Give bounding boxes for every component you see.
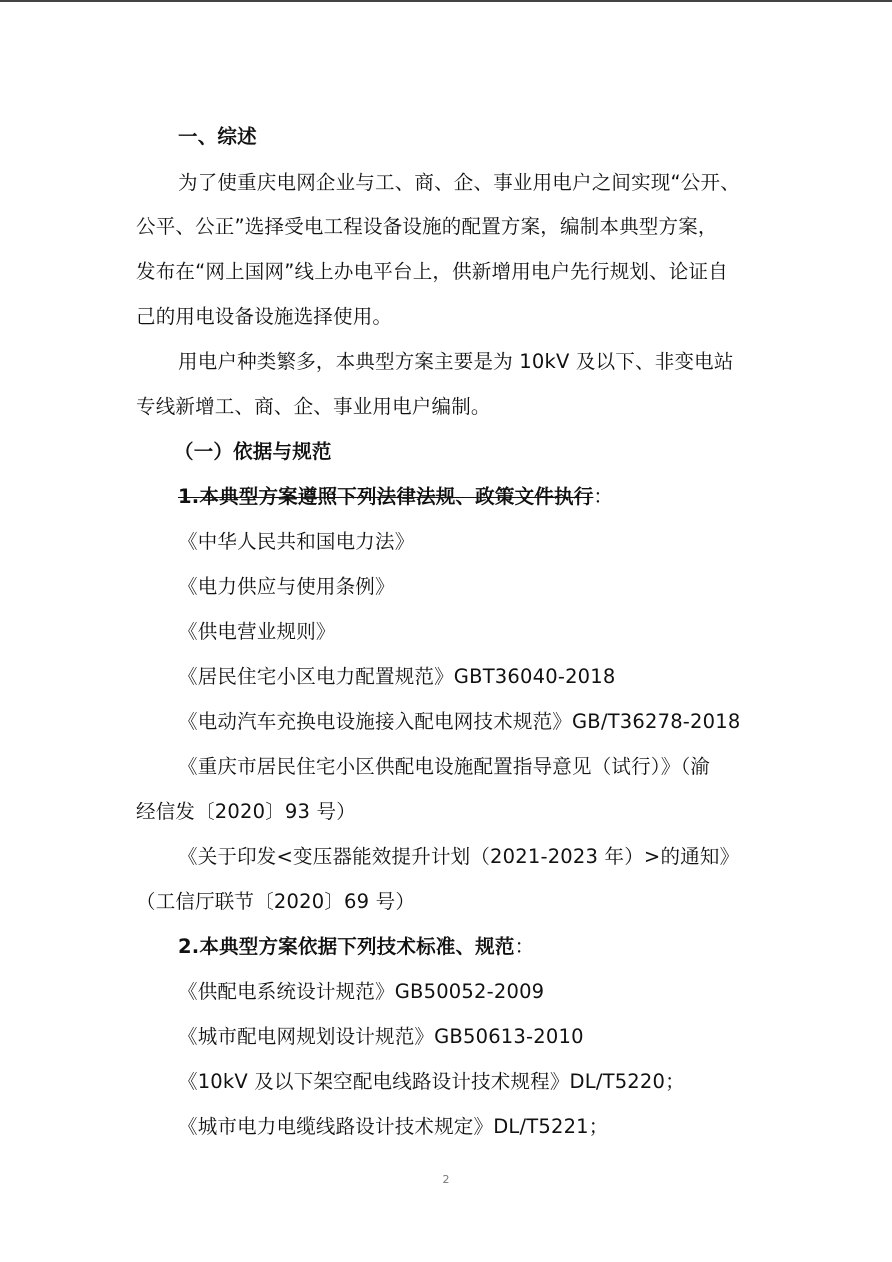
law-list-heading [178, 485, 808, 509]
page-number: 2 [442, 1173, 450, 1186]
standard-item: 《供配电系统设计规范》GB50052-2009 [178, 980, 545, 1003]
standards-list-heading-text: 2.本典型方案依据下列技术标准、规范 [178, 935, 515, 958]
standard-item: 《城市电力电缆线路设计技术规定》DL/T5221； [178, 1115, 609, 1138]
intro-paragraph-1-line-1: 为了使重庆电网企业与工、商、企、事业用电户之间实现“公开、 [178, 171, 740, 194]
standard-item: 《城市配电网规划设计规范》GB50613-2010 [178, 1025, 584, 1048]
law-item-continuation: （工信厅联节〔2020〕69 号） [136, 890, 416, 913]
law-item: 《中华人民共和国电力法》 [178, 530, 415, 553]
law-item-continuation: 经信发〔2020〕93 号） [136, 800, 356, 823]
section-heading-overview: 一、综述 [178, 125, 257, 148]
top-border-line [0, 0, 892, 2]
intro-paragraph-1-line-3: 发布在“网上国网”线上办电平台上，供新增用电户先行规划、论证自 [136, 260, 728, 283]
intro-paragraph-2-line-1: 用电户种类繁多，本典型方案主要是为 10kV 及以下、非变电站 [178, 350, 734, 373]
law-item: 《居民住宅小区电力配置规范》GBT36040-2018 [178, 665, 616, 688]
law-item: 《关于印发<变压器能效提升计划（2021-2023 年）>的通知》 [178, 845, 740, 868]
law-list-heading-colon: ： [593, 485, 614, 508]
law-item: 《供电营业规则》 [178, 620, 336, 643]
law-item: 《电动汽车充换电设施接入配电网技术规范》GB/T36278-2018 [178, 710, 741, 733]
intro-paragraph-2-line-2: 专线新增工、商、企、事业用电户编制。 [136, 395, 491, 418]
law-list-heading-text: 1.本典型方案遵照下列法律法规、政策文件执行 [178, 485, 594, 508]
intro-paragraph-1-line-2: 公平、公正”选择受电工程设备设施的配置方案，编制本典型方案， [136, 215, 718, 238]
standards-list-heading [178, 935, 808, 959]
law-item: 《重庆市居民住宅小区供配电设施配置指导意见（试行）》（渝 [178, 755, 711, 778]
intro-paragraph-1-line-4: 己的用电设备设施选择使用。 [136, 305, 393, 328]
law-item: 《电力供应与使用条例》 [178, 575, 395, 598]
standard-item: 《10kV 及以下架空配电线路设计技术规程》DL/T5220； [178, 1070, 685, 1093]
standards-list-heading-colon: ： [514, 935, 535, 958]
subsection-title-basis: （一）依据与规范 [174, 440, 332, 463]
